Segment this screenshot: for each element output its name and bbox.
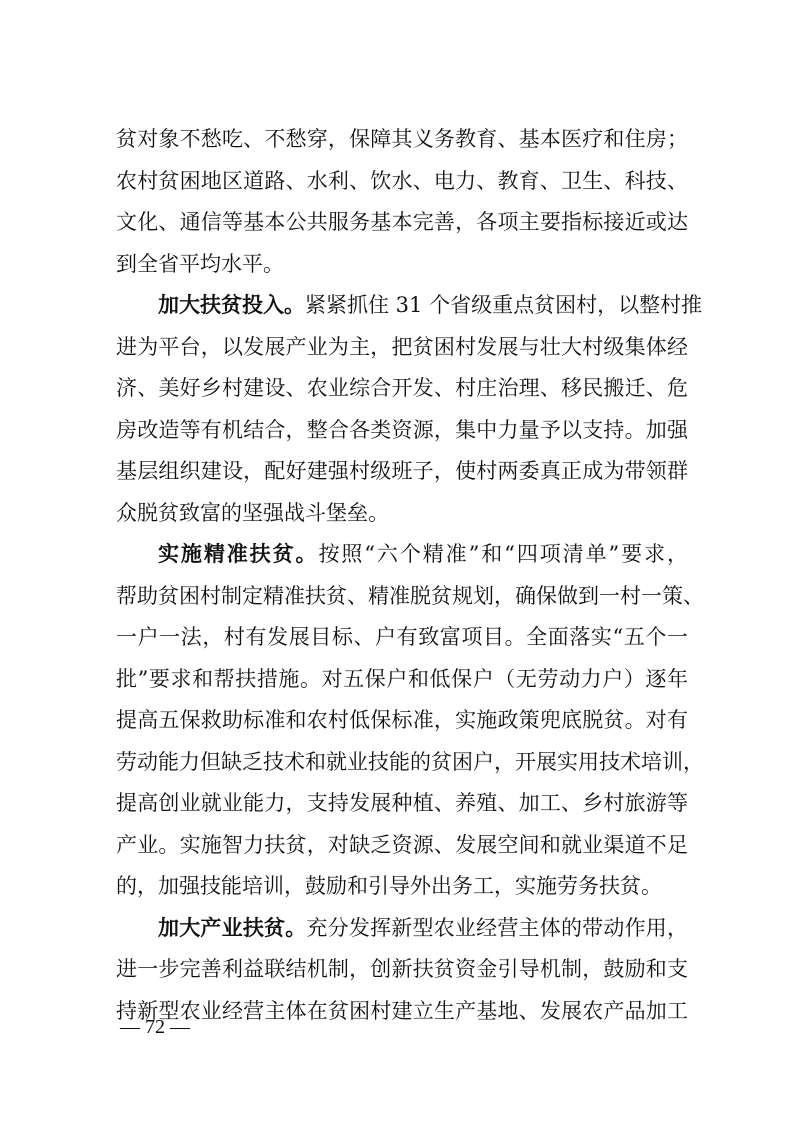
text-line: 房改造等有机结合，整合各类资源，集中力量予以支持。加强 [116,417,688,442]
paragraph-heading: 加大扶贫投入。 [158,293,305,317]
text-line: 提高创业就业能力，支持发展种植、养殖、加工、乡村旅游等 [116,791,688,815]
text-line: 帮助贫困村制定精准扶贫、精准脱贫规划，确保做到一村一策、 [116,583,704,608]
body-text [116,119,704,1032]
text-run: 充分发挥新型农业经营主体的带动作用， [306,915,689,940]
text-line: 一户一法，村有发展目标、户有致富项目。全面落实“五个一 [116,625,688,649]
paragraph-heading: 加大产业扶贫。 [158,915,307,940]
text-line: 众脱贫致富的坚强战斗堡垒。 [116,500,389,525]
text-line: 产业。实施智力扶贫，对缺乏资源、发展空间和就业渠道不足 [116,832,688,857]
text-line: 济、美好乡村建设、农业综合开发、村庄治理、移民搬迁、危 [116,376,688,400]
text-line: 贫对象不愁吃、不愁穿，保障其义务教育、基本医疗和住房； [116,127,688,151]
text-run: 按照“六个精准”和“四项清单”要求， [318,542,688,566]
text-line: 农村贫困地区道路、水利、饮水、电力、教育、卫生、科技、 [116,168,688,193]
page-number: — 72 — [120,1016,190,1038]
paragraph-first-line [116,285,703,327]
text-line: 持新型农业经营主体在贫困村建立生产基地、发展农产品加工 [116,998,688,1023]
text-line: 的，加强技能培训，鼓励和引导外出务工，实施劳务扶贫。 [116,874,662,898]
text-run: 紧紧抓住 31 个省级重点贫困村，以整村推 [305,293,703,317]
paragraph-heading: 实施精准扶贫。 [158,542,319,566]
text-line: 到全省平均水平。 [116,251,284,276]
text-line: 进一步完善利益联结机制，创新扶贫资金引导机制，鼓励和支 [116,957,688,981]
paragraph-first-line [116,908,688,950]
paragraph-first-line [116,534,688,576]
text-line: 文化、通信等基本公共服务基本完善，各项主要指标接近或达 [116,210,688,234]
text-line: 劳动能力但缺乏技术和就业技能的贫困户，开展实用技术培训， [116,749,704,774]
text-line: 基层组织建设，配好建强村级班子，使村两委真正成为带领群 [116,459,688,483]
text-line: 提高五保救助标准和农村低保标准，实施政策兜底脱贫。对有 [116,708,688,732]
text-line: 进为平台，以发展产业为主，把贫困村发展与壮大村级集体经 [116,334,688,359]
text-line: 批”要求和帮扶措施。对五保户和低保户（无劳动力户）逐年 [116,666,688,691]
